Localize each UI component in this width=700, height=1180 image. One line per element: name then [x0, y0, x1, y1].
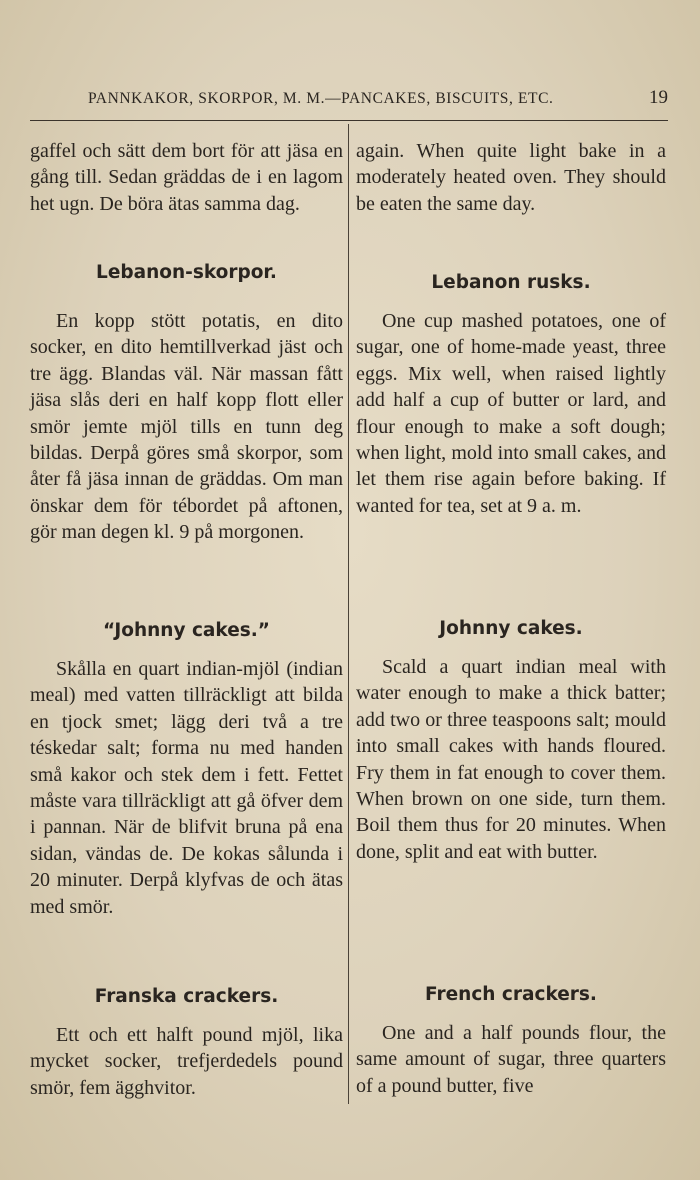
swedish-recipe-text: Ett och ett halft pound mjöl, lika mycket socker, trefjerdedels pound smör, fem ägghvitor. [30, 1024, 343, 1099]
swedish-recipe-title: Franska crackers. [94, 986, 279, 1007]
swedish-recipe-title: “Johnny cakes.” [103, 620, 270, 641]
swedish-recipe-title: Lebanon-skorpor. [96, 262, 277, 283]
swedish-recipe-text: Skålla en quart indian-mjöl (indian meal) med vatten tillräckligt att bilda en tjock smet; lägg deri två a tre téskedar salt; forma nu med handen små kakor och stek dem i fett. Fettet måste vara tillräckligt att gå öfver dem i pannan. När de blifvit bruna på ena sidan, vändas de. De kokas sålunda i 20 minuter. Derpå klyfvas de och ätas med smör. [30, 658, 343, 918]
english-recipe-title: Lebanon rusks. [431, 272, 591, 293]
swedish-recipe-text: En kopp stött potatis, en dito socker, en dito hemtillverkad jäst och tre ägg. Blandas väl. När massan fått jäsa slås deri en half kopp flott eller smör jemte mjöl tills en tunn deg bildas. Derpå göres små skorpor, som åter få jäsa innan de gräddas. Om man önskar dem för tébordet på aftonen, gör man degen kl. 9 på morgonen. [30, 310, 343, 544]
english-continuation-text: again. When quite light bake in a moderately heated oven. They should be eaten the same day. [356, 140, 666, 215]
english-recipe-text: One cup mashed potatoes, one of sugar, one of home-made yeast, three eggs. Mix well, when raised lightly add half a cup of butter or lard, and flour enough to make a soft dough; when light, mold into small cakes, and let them rise again before baking. If wanted for tea, set at 9 a. m. [356, 310, 666, 517]
english-recipe-title: French crackers. [425, 984, 597, 1005]
running-header [88, 87, 668, 108]
swedish-continuation-text: gaffel och sätt dem bort för att jäsa en gång till. Sedan gräddas de i en lagom het ugn. De böra ätas samma dag. [30, 140, 343, 215]
english-recipe-text: One and a half pounds flour, the same amount of sugar, three quarters of a pound butter, five [356, 1022, 666, 1097]
english-recipe-text: Scald a quart indian meal with water enough to make a thick batter; add two or three teaspoons salt; mould into small cakes with hands floured. Fry them in fat enough to cover them. When brown on one side, turn them. Boil them thus for 20 minutes. When done, split and eat with butter. [356, 656, 666, 863]
page-number: 19 [649, 87, 668, 108]
header-rule [30, 120, 668, 121]
english-recipe-title: Johnny cakes. [439, 618, 583, 639]
column-divider [348, 124, 349, 1104]
running-title: PANNKAKOR, SKORPOR, M. M.—PANCAKES, BISCUITS, ETC. [88, 90, 554, 107]
